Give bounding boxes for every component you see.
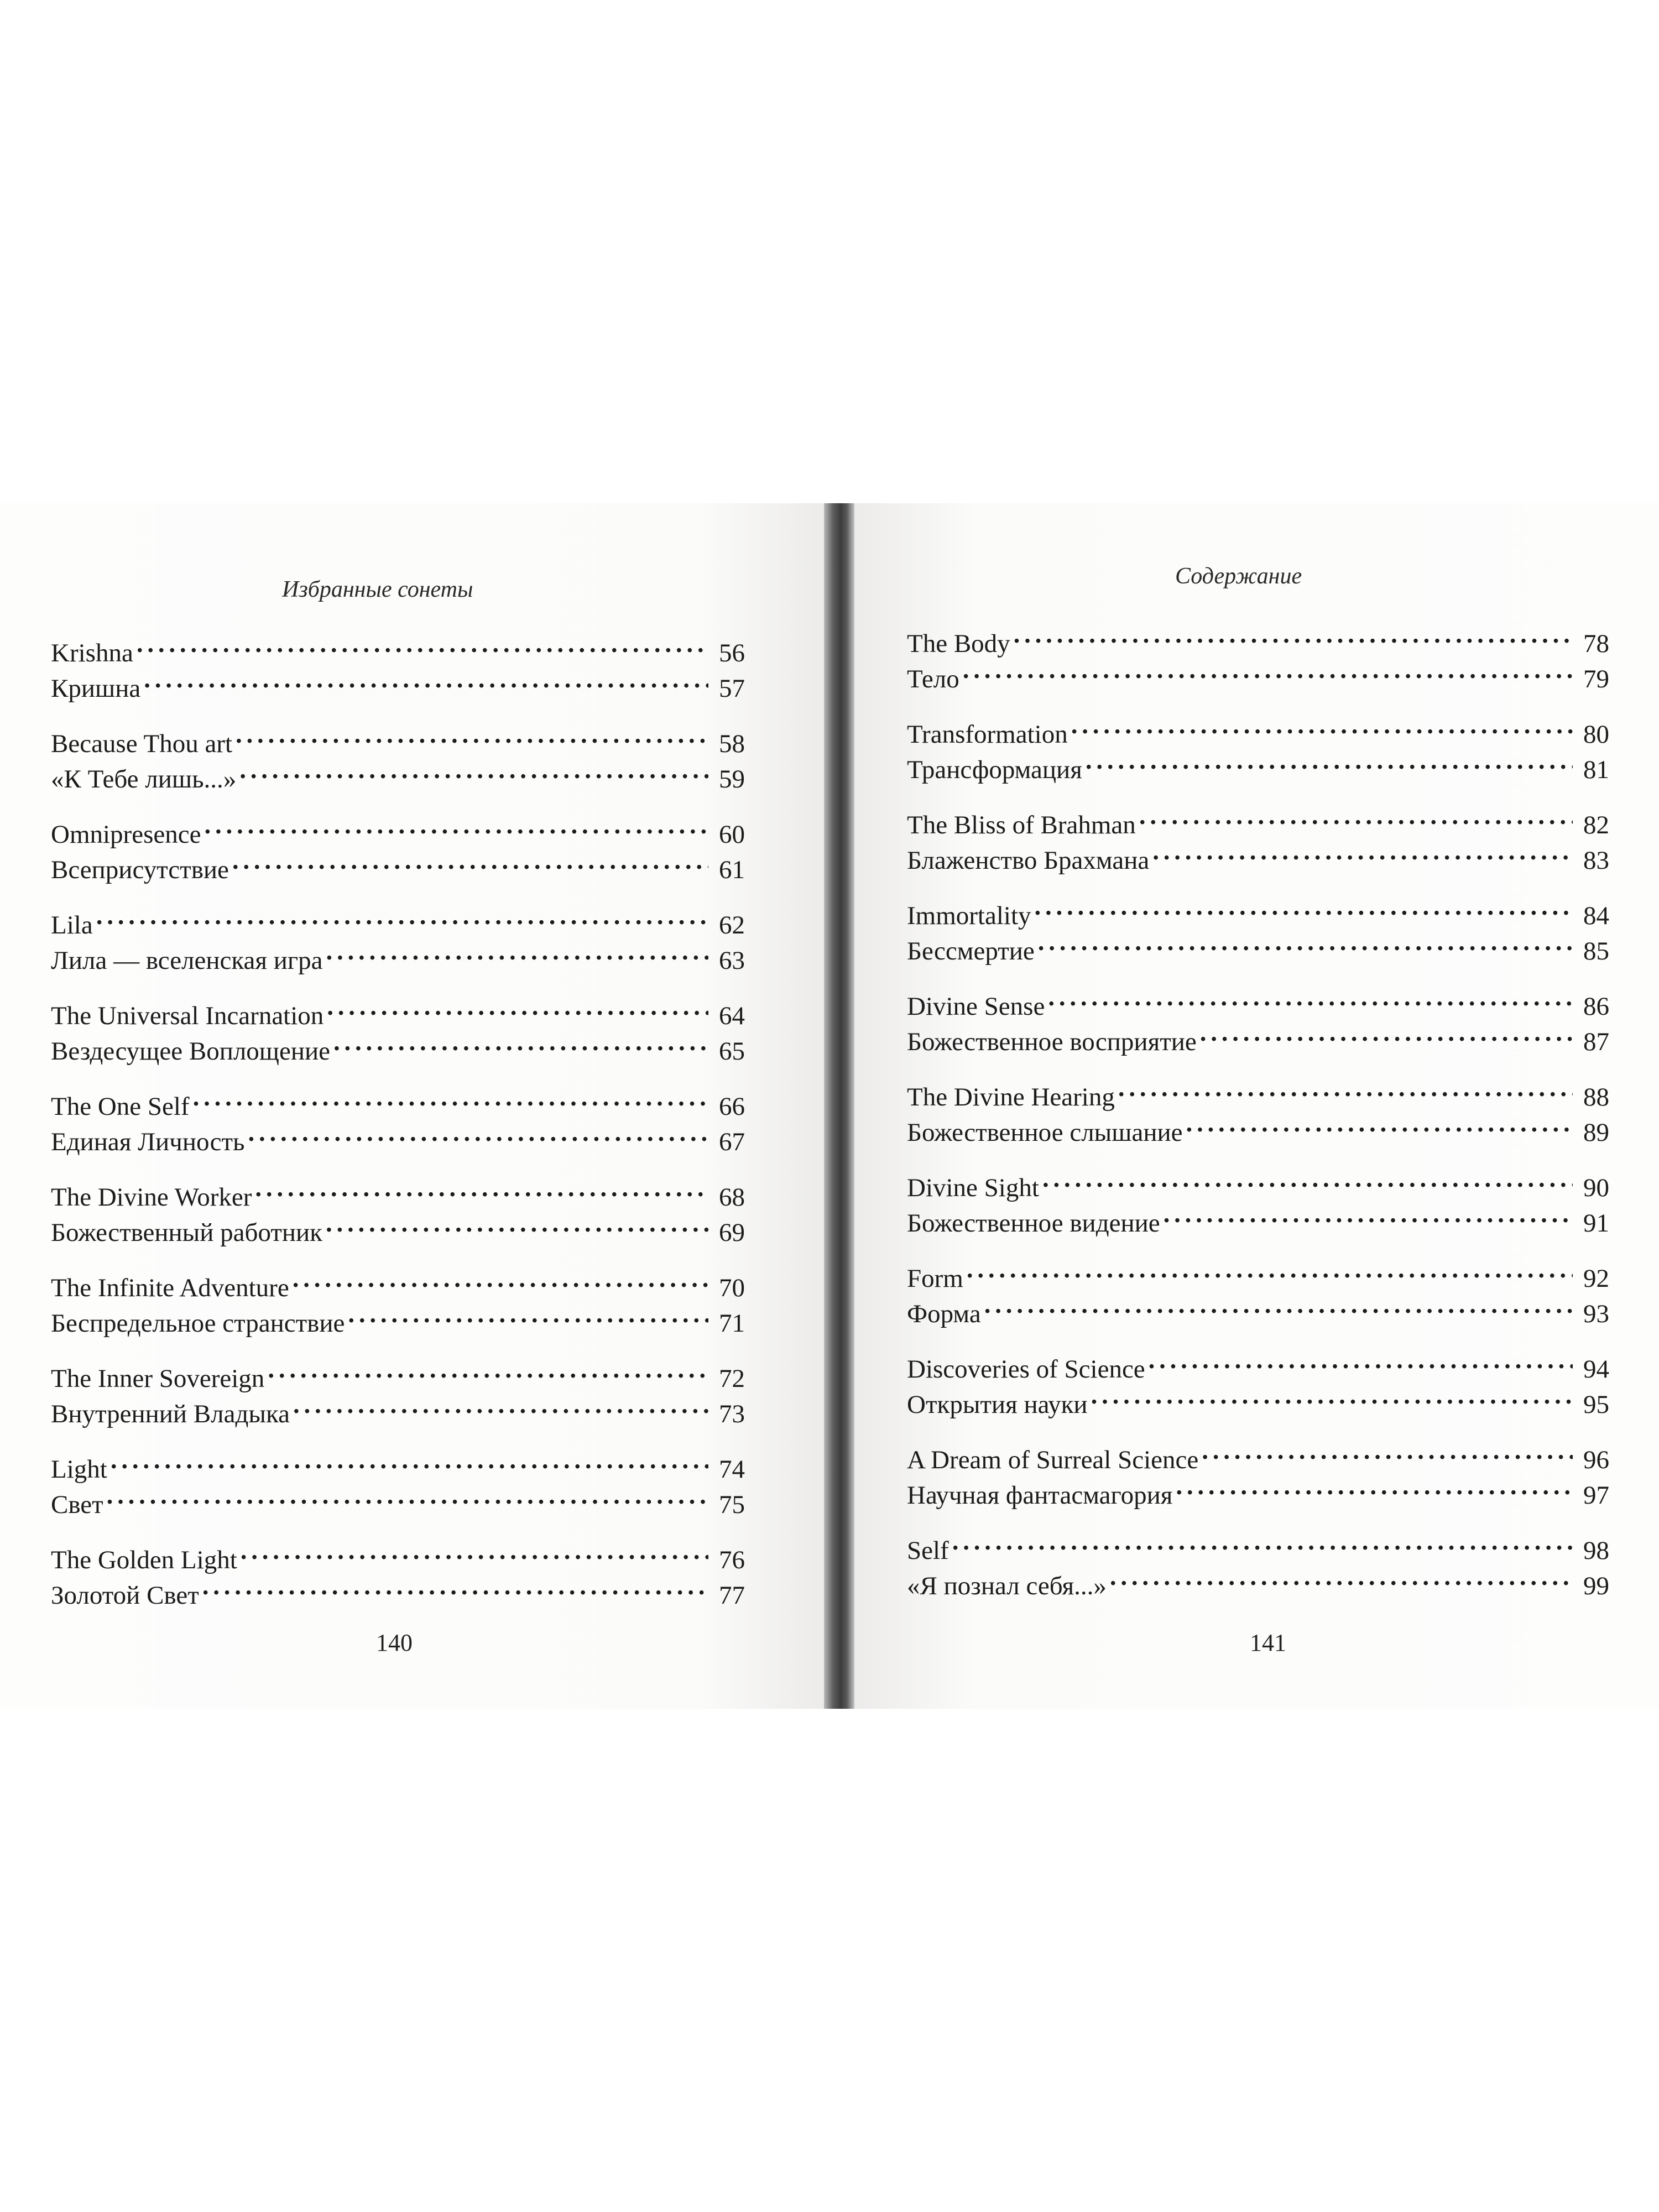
- toc-line: [907, 1342, 1609, 1384]
- toc-title: Научная фантасмагория: [907, 1481, 1173, 1510]
- toc-entry-pair: [51, 717, 745, 794]
- toc-page-number: 79: [1583, 665, 1609, 693]
- toc-page-number: 66: [719, 1092, 745, 1121]
- dot-leader: [137, 626, 708, 661]
- toc-page-number: 97: [1583, 1481, 1609, 1510]
- toc-line: [51, 1442, 745, 1484]
- toc-line: [907, 979, 1609, 1021]
- toc-page-number: 93: [1583, 1300, 1609, 1328]
- toc-page-number: 76: [719, 1546, 745, 1574]
- toc-line: [51, 1079, 745, 1121]
- dot-leader: [204, 807, 708, 843]
- toc-page-number: 85: [1583, 937, 1609, 966]
- toc-entry-pair: [907, 798, 1609, 875]
- toc-entry-pair: [51, 1533, 745, 1610]
- page-number: 141: [1250, 1629, 1286, 1656]
- toc-page-number: 91: [1583, 1209, 1609, 1238]
- dot-leader: [1176, 1468, 1573, 1504]
- toc-entry-pair: [907, 1433, 1609, 1510]
- toc-line: [907, 1559, 1609, 1600]
- dot-leader: [1186, 1105, 1573, 1141]
- dot-leader: [1071, 707, 1573, 743]
- toc-title: The Body: [907, 629, 1010, 658]
- toc-title: Form: [907, 1264, 963, 1293]
- toc-title: Открытия науки: [907, 1390, 1088, 1419]
- book-spread: [0, 503, 1659, 1709]
- toc-page-number: 84: [1583, 901, 1609, 930]
- running-head: Содержание: [1175, 564, 1302, 589]
- toc-title: Кришна: [51, 674, 141, 703]
- toc-title: The Infinite Adventure: [51, 1274, 289, 1302]
- toc-page-number: 83: [1583, 846, 1609, 875]
- dot-leader: [236, 717, 708, 752]
- toc-entry-pair: [51, 1079, 745, 1156]
- toc-page-number: 80: [1583, 720, 1609, 749]
- toc-entry-pair: [51, 1261, 745, 1338]
- toc-title: The One Self: [51, 1092, 190, 1121]
- toc-title: Omnipresence: [51, 820, 201, 849]
- toc-page-number: 99: [1583, 1572, 1609, 1600]
- dot-leader: [1152, 833, 1573, 869]
- toc-page-number: 64: [719, 1001, 745, 1030]
- toc-entry-pair: [907, 1161, 1609, 1238]
- dot-leader: [1038, 924, 1573, 959]
- toc-page-number: 60: [719, 820, 745, 849]
- toc-page-number: 59: [719, 765, 745, 794]
- toc-page-number: 95: [1583, 1390, 1609, 1419]
- toc-page-number: 71: [719, 1309, 745, 1338]
- toc-line: [907, 707, 1609, 749]
- dot-leader: [232, 843, 708, 878]
- dot-leader: [1086, 743, 1573, 778]
- dot-leader: [1014, 617, 1573, 652]
- toc-title: Lila: [51, 911, 93, 940]
- toc-title: Беспредельное странствие: [51, 1309, 345, 1338]
- toc-page-number: 68: [719, 1183, 745, 1212]
- toc-title: The Inner Sovereign: [51, 1364, 265, 1393]
- toc-entry-pair: [907, 707, 1609, 784]
- toc-page-number: 89: [1583, 1118, 1609, 1147]
- toc-page-number: 90: [1583, 1173, 1609, 1202]
- table-of-contents: [51, 626, 745, 1624]
- toc-line: [51, 626, 745, 667]
- dot-leader: [1035, 889, 1573, 924]
- dot-leader: [255, 1170, 708, 1206]
- toc-entry-pair: [907, 1524, 1609, 1600]
- toc-title: Форма: [907, 1300, 981, 1328]
- toc-title: Божественное восприятие: [907, 1027, 1197, 1056]
- toc-page-number: 82: [1583, 811, 1609, 839]
- toc-page-number: 62: [719, 911, 745, 940]
- toc-line: [51, 807, 745, 849]
- toc-page-number: 61: [719, 855, 745, 884]
- toc-page-number: 74: [719, 1455, 745, 1484]
- toc-page-number: 81: [1583, 755, 1609, 784]
- toc-line: [51, 661, 745, 703]
- toc-title: Золотой Свет: [51, 1581, 199, 1610]
- toc-line: [51, 717, 745, 758]
- toc-page-number: 57: [719, 674, 745, 703]
- toc-entry-pair: [907, 1251, 1609, 1328]
- dot-leader: [144, 661, 708, 697]
- toc-title: Divine Sight: [907, 1173, 1039, 1202]
- toc-line: [907, 617, 1609, 658]
- dot-leader: [1118, 1070, 1573, 1105]
- toc-page-number: 73: [719, 1400, 745, 1428]
- toc-line: [51, 989, 745, 1030]
- dot-leader: [1202, 1433, 1573, 1468]
- toc-entry-pair: [907, 979, 1609, 1056]
- dot-leader: [1164, 1196, 1573, 1232]
- dot-leader: [967, 1251, 1573, 1287]
- dot-leader: [1139, 798, 1573, 833]
- dot-leader: [111, 1442, 708, 1478]
- dot-leader: [326, 1206, 708, 1241]
- toc-title: Внутренний Владыка: [51, 1400, 290, 1428]
- toc-page-number: 67: [719, 1128, 745, 1156]
- toc-title: Лила — вселенская игра: [51, 946, 323, 975]
- toc-title: Тело: [907, 665, 959, 693]
- toc-title: The Golden Light: [51, 1546, 237, 1574]
- toc-line: [51, 933, 745, 975]
- table-of-contents: [907, 617, 1609, 1614]
- running-head: Избранные сонеты: [282, 577, 473, 602]
- toc-line: [51, 1478, 745, 1519]
- page-number: 140: [376, 1629, 413, 1656]
- dot-leader: [293, 1387, 708, 1422]
- dot-leader: [239, 752, 708, 787]
- dot-leader: [96, 898, 708, 933]
- toc-title: Self: [907, 1536, 949, 1565]
- toc-line: [51, 1170, 745, 1212]
- toc-page-number: 77: [719, 1581, 745, 1610]
- toc-page-number: 72: [719, 1364, 745, 1393]
- dot-leader: [1110, 1559, 1573, 1594]
- toc-page-number: 63: [719, 946, 745, 975]
- toc-title: Трансформация: [907, 755, 1082, 784]
- toc-title: The Bliss of Brahman: [907, 811, 1136, 839]
- dot-leader: [107, 1478, 708, 1513]
- dot-leader: [963, 652, 1573, 687]
- toc-page-number: 94: [1583, 1355, 1609, 1384]
- toc-title: Всеприсутствие: [51, 855, 229, 884]
- dot-leader: [1091, 1378, 1573, 1413]
- toc-title: Блаженство Брахмана: [907, 846, 1150, 875]
- toc-title: Божественный работник: [51, 1218, 322, 1247]
- toc-line: [51, 898, 745, 940]
- dot-leader: [327, 989, 708, 1024]
- toc-line: [907, 889, 1609, 930]
- dot-leader: [1149, 1342, 1573, 1378]
- toc-page-number: 86: [1583, 992, 1609, 1021]
- toc-entry-pair: [907, 1070, 1609, 1147]
- dot-leader: [248, 1115, 708, 1150]
- toc-line: [907, 1287, 1609, 1328]
- toc-line: [907, 652, 1609, 693]
- toc-entry-pair: [51, 1352, 745, 1428]
- dot-leader: [952, 1524, 1573, 1559]
- toc-title: Because Thou art: [51, 729, 233, 758]
- toc-entry-pair: [51, 898, 745, 975]
- toc-entry-pair: [51, 626, 745, 703]
- toc-page-number: 96: [1583, 1446, 1609, 1474]
- toc-page-number: 98: [1583, 1536, 1609, 1565]
- toc-title: Divine Sense: [907, 992, 1045, 1021]
- toc-page-number: 65: [719, 1037, 745, 1066]
- toc-line: [907, 1251, 1609, 1293]
- toc-line: [907, 1161, 1609, 1202]
- toc-title: «Я познал себя...»: [907, 1572, 1107, 1600]
- dot-leader: [984, 1287, 1573, 1322]
- dot-leader: [333, 1024, 708, 1060]
- toc-title: Единая Личность: [51, 1128, 245, 1156]
- toc-line: [907, 1070, 1609, 1112]
- dot-leader: [1042, 1161, 1573, 1196]
- toc-title: Transformation: [907, 720, 1068, 749]
- toc-title: Immortality: [907, 901, 1031, 930]
- toc-entry-pair: [51, 1442, 745, 1519]
- toc-entry-pair: [51, 807, 745, 884]
- toc-page-number: 88: [1583, 1083, 1609, 1112]
- dot-leader: [348, 1296, 708, 1332]
- toc-page-number: 92: [1583, 1264, 1609, 1293]
- toc-entry-pair: [907, 889, 1609, 966]
- toc-page-number: 78: [1583, 629, 1609, 658]
- dot-leader: [202, 1568, 708, 1604]
- toc-entry-pair: [51, 989, 745, 1066]
- toc-title: Божественное слышание: [907, 1118, 1183, 1147]
- right-page: [854, 503, 1659, 1709]
- toc-line: [907, 798, 1609, 839]
- toc-title: «К Тебе лишь...»: [51, 765, 237, 794]
- toc-entry-pair: [907, 617, 1609, 693]
- toc-title: Discoveries of Science: [907, 1355, 1145, 1384]
- toc-title: The Divine Worker: [51, 1183, 252, 1212]
- toc-entry-pair: [907, 1342, 1609, 1419]
- toc-page-number: 87: [1583, 1027, 1609, 1056]
- dot-leader: [293, 1261, 708, 1296]
- toc-line: [907, 1433, 1609, 1474]
- toc-page-number: 58: [719, 729, 745, 758]
- book-gutter: [824, 503, 854, 1709]
- dot-leader: [1200, 1015, 1573, 1050]
- toc-title: Бессмертие: [907, 937, 1035, 966]
- toc-title: Вездесущее Воплощение: [51, 1037, 331, 1066]
- dot-leader: [268, 1352, 708, 1387]
- toc-entry-pair: [51, 1170, 745, 1247]
- toc-title: A Dream of Surreal Science: [907, 1446, 1199, 1474]
- toc-line: [51, 1261, 745, 1302]
- toc-title: Light: [51, 1455, 107, 1484]
- toc-page-number: 56: [719, 639, 745, 667]
- toc-line: [907, 1524, 1609, 1565]
- toc-line: [51, 1533, 745, 1574]
- toc-line: [51, 1352, 745, 1393]
- dot-leader: [1048, 979, 1573, 1015]
- toc-title: Свет: [51, 1490, 103, 1519]
- toc-title: The Universal Incarnation: [51, 1001, 324, 1030]
- dot-leader: [193, 1079, 708, 1115]
- toc-page-number: 69: [719, 1218, 745, 1247]
- toc-title: The Divine Hearing: [907, 1083, 1115, 1112]
- toc-page-number: 75: [719, 1490, 745, 1519]
- toc-page-number: 70: [719, 1274, 745, 1302]
- toc-title: Krishna: [51, 639, 133, 667]
- toc-title: Божественное видение: [907, 1209, 1160, 1238]
- dot-leader: [241, 1533, 708, 1568]
- left-page: [0, 503, 824, 1709]
- dot-leader: [326, 933, 708, 969]
